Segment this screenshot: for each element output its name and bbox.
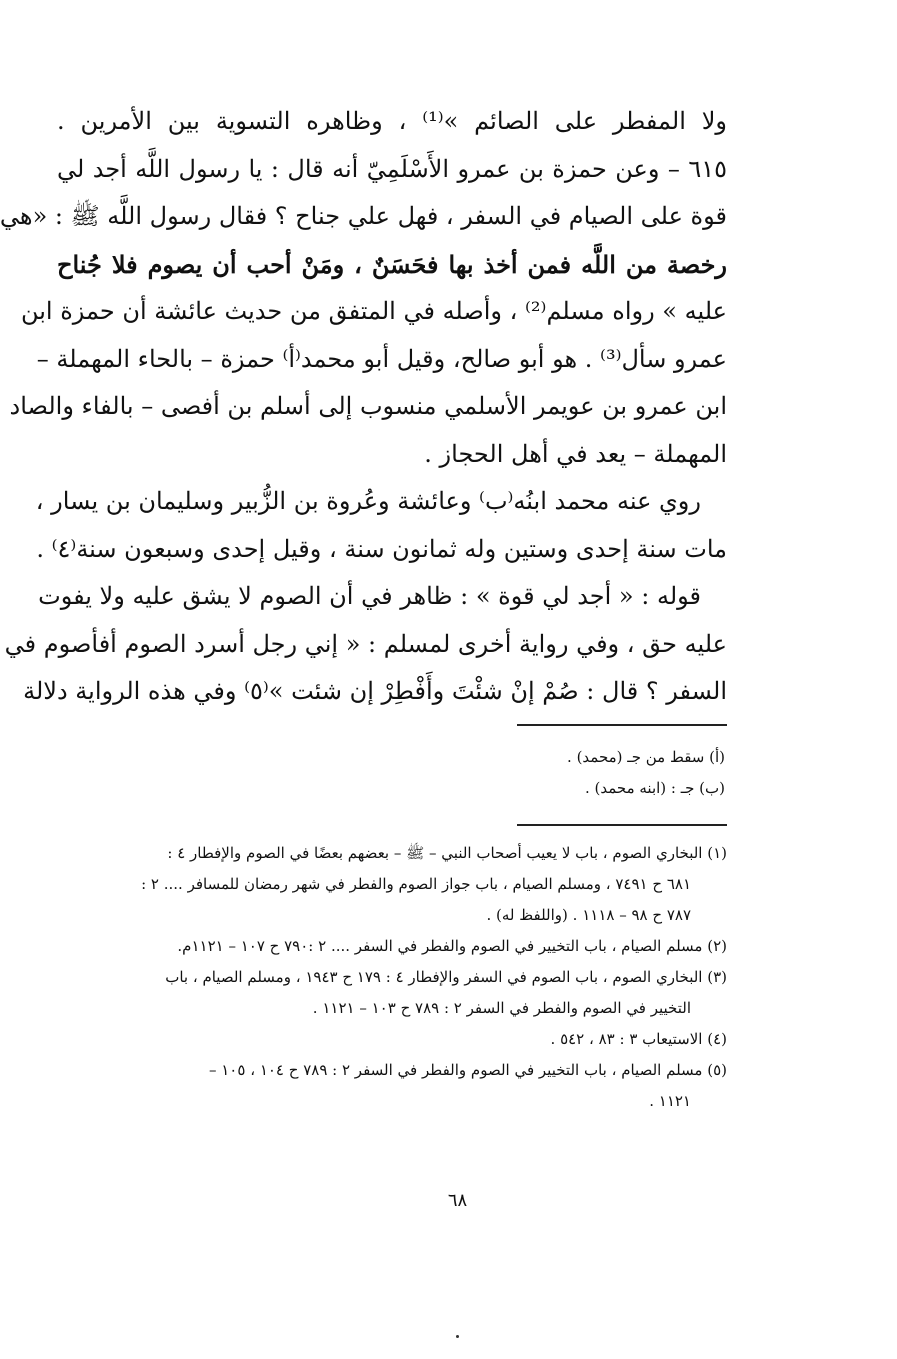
variant-note: (ب) جـ : (ابنه محمد) . <box>584 779 725 797</box>
footnote-line: التخيير في الصوم والفطر في السفر ٢ : ٧٨٩ ح ١٠٣ – ١١٢١ . <box>312 999 691 1017</box>
text-line: عمرو سأل⁽³⁾ . هو أبو صالح، وقيل أبو محمد⁽أ⁾ حمزة – بالحاء المهملة – <box>36 344 727 373</box>
text-line: ولا المفطر على الصائم »⁽¹⁾ ، وظاهره التسوية بين الأمرين . <box>57 107 727 135</box>
variant-note: (أ) سقط من جـ (محمد) . <box>567 748 725 766</box>
footnote-line: ١١٢١ . <box>649 1092 691 1110</box>
text-line: روي عنه محمد ابنُه⁽ب⁾ وعائشة وعُروة بن الزُّبير وسليمان بن يسار ، <box>35 487 701 515</box>
variant-notes-divider <box>517 724 727 726</box>
footnote-line: (٤) الاستيعاب ٣ : ٨٣ ، ٥٤٢ . <box>550 1030 727 1048</box>
footnote-line: (٥) مسلم الصيام ، باب التخيير في الصوم والفطر في السفر ٢ : ٧٨٩ ح ١٠٤ ، ١٠٥ – <box>208 1061 727 1079</box>
footnote-line: ٦٨١ ح ٧٤٩١ ، ومسلم الصيام ، باب جواز الصوم والفطر في شهر رمضان للمسافر .... ٢ : <box>141 875 691 893</box>
main-text <box>0 98 727 716</box>
page-number: ٦٨ <box>447 1190 468 1211</box>
text-line: عليه » رواه مسلم⁽²⁾ ، وأصله في المتفق من حديث عائشة أن حمزة ابن <box>20 297 727 325</box>
text-line: المهملة – يعد في أهل الحجاز . <box>424 439 727 468</box>
footnote-line: (٢) مسلم الصيام ، باب التخيير في الصوم والفطر في السفر .... ٢ :٧٩٠ ح ١٠٧ – ١١٢١م. <box>177 937 727 955</box>
footnote-line: ٧٨٧ ح ٩٨ – ١١١٨ . (واللفظ له) . <box>486 906 691 924</box>
text-line: عليه حق ، وفي رواية أخرى لمسلم : « إني رجل أسرد الصوم أفأصوم في <box>4 629 727 658</box>
text-line: ابن عمرو بن عويمر الأسلمي منسوب إلى أسلم بن أفصى – بالفاء والصاد <box>9 392 727 420</box>
text-line: قوة على الصيام في السفر ، فهل علي جناح ؟ فقال رسول اللَّه ﷺ : «هي <box>0 202 727 230</box>
text-line: رخصة من اللَّه فمن أخذ بها فحَسَنٌ ، ومَنْ أحب أن يصوم فلا جُناح <box>57 249 727 279</box>
footnote-line: (١) البخاري الصوم ، باب لا يعيب أصحاب النبي – ﷺ – بعضهم بعضًا في الصوم والإفطار ٤ : <box>167 844 727 862</box>
footnotes <box>59 838 727 1117</box>
footnotes-divider <box>517 824 727 826</box>
text-line: السفر ؟ قال : صُمْ إنْ شئْتَ وأَفْطِرْ إن شئت »⁽٥⁾ وفي هذه الرواية دلالة <box>23 677 727 705</box>
text-line: قوله : « أجد لي قوة » : ظاهر في أن الصوم لا يشق عليه ولا يفوت <box>38 582 701 610</box>
text-line: ٦١٥ – وعن حمزة بن عمرو الأَسْلَمِيّ أنه قال : يا رسول اللَّه أجد لي <box>57 154 727 183</box>
footnote-line: (٣) البخاري الصوم ، باب الصوم في السفر والإفطار ٤ : ١٧٩ ح ١٩٤٣ ، ومسلم الصيام ، باب <box>165 968 727 986</box>
variant-notes <box>225 742 725 804</box>
scan-speck <box>456 1335 459 1338</box>
text-line: مات سنة إحدى وستين وله ثمانون سنة ، وقيل إحدى وسبعون سنة⁽٤⁾ . <box>36 534 727 563</box>
